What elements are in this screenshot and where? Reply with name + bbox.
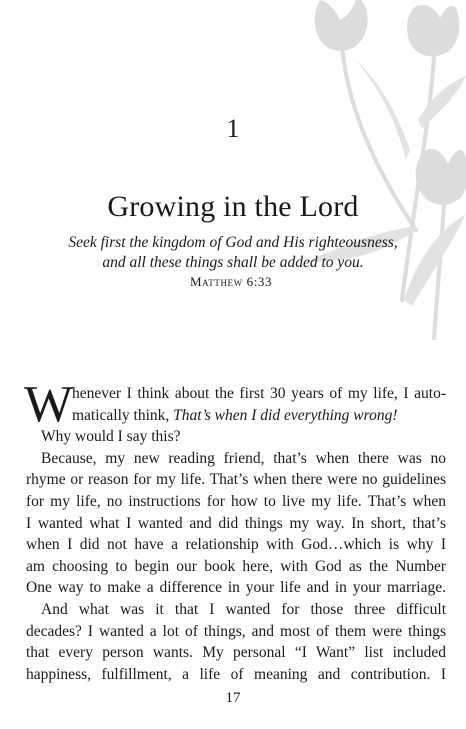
chapter-number: 1 — [226, 114, 240, 143]
body-line: for my life, no instructions for how to live my life. That’s when — [26, 492, 446, 510]
body-line: rhyme or reason for my life. That’s when there were no guidelines — [26, 471, 446, 489]
drop-cap: W — [24, 376, 74, 433]
body-line-emphasis: That’s when I did everything wrong! — [173, 406, 398, 424]
body-line: Because, my new reading friend, that’s when there was no — [41, 449, 446, 467]
body-text — [24, 376, 446, 685]
body-line: One way to make a difference in your life and in your marriage. — [26, 579, 446, 597]
body-line: And what was it that I wanted for those three difficult — [41, 600, 446, 618]
body-line: Why would I say this? — [41, 428, 181, 446]
page-number: 17 — [225, 690, 241, 706]
body-line: decades? I wanted a lot of things, and most of them were things — [26, 622, 446, 640]
epigraph-line: and all these things shall be added to you. — [102, 254, 364, 271]
body-line: happiness, fulfillment, a life of meaning and contribution. I — [26, 665, 446, 683]
epigraph — [0, 233, 466, 273]
body-line: am choosing to begin our book here, with God as the Number — [26, 557, 446, 575]
epigraph-reference: Matthew 6:33 — [190, 274, 273, 289]
epigraph-line: Seek first the kingdom of God and His righteousness, — [68, 234, 398, 251]
body-line: I wanted what I wanted and did things my way. In short, that’s — [26, 514, 446, 532]
body-line — [26, 405, 446, 427]
body-line: henever I think about the first 30 years of my life, I auto- — [72, 385, 446, 402]
tulip-flowers-icon — [266, 0, 466, 340]
body-line: that every person wants. My personal “I Want” list included — [26, 644, 446, 662]
chapter-title: Growing in the Lord — [107, 190, 359, 223]
body-line: when I did not have a relationship with God…which is why I — [26, 536, 446, 554]
body-line-segment: matically think, — [72, 406, 170, 424]
